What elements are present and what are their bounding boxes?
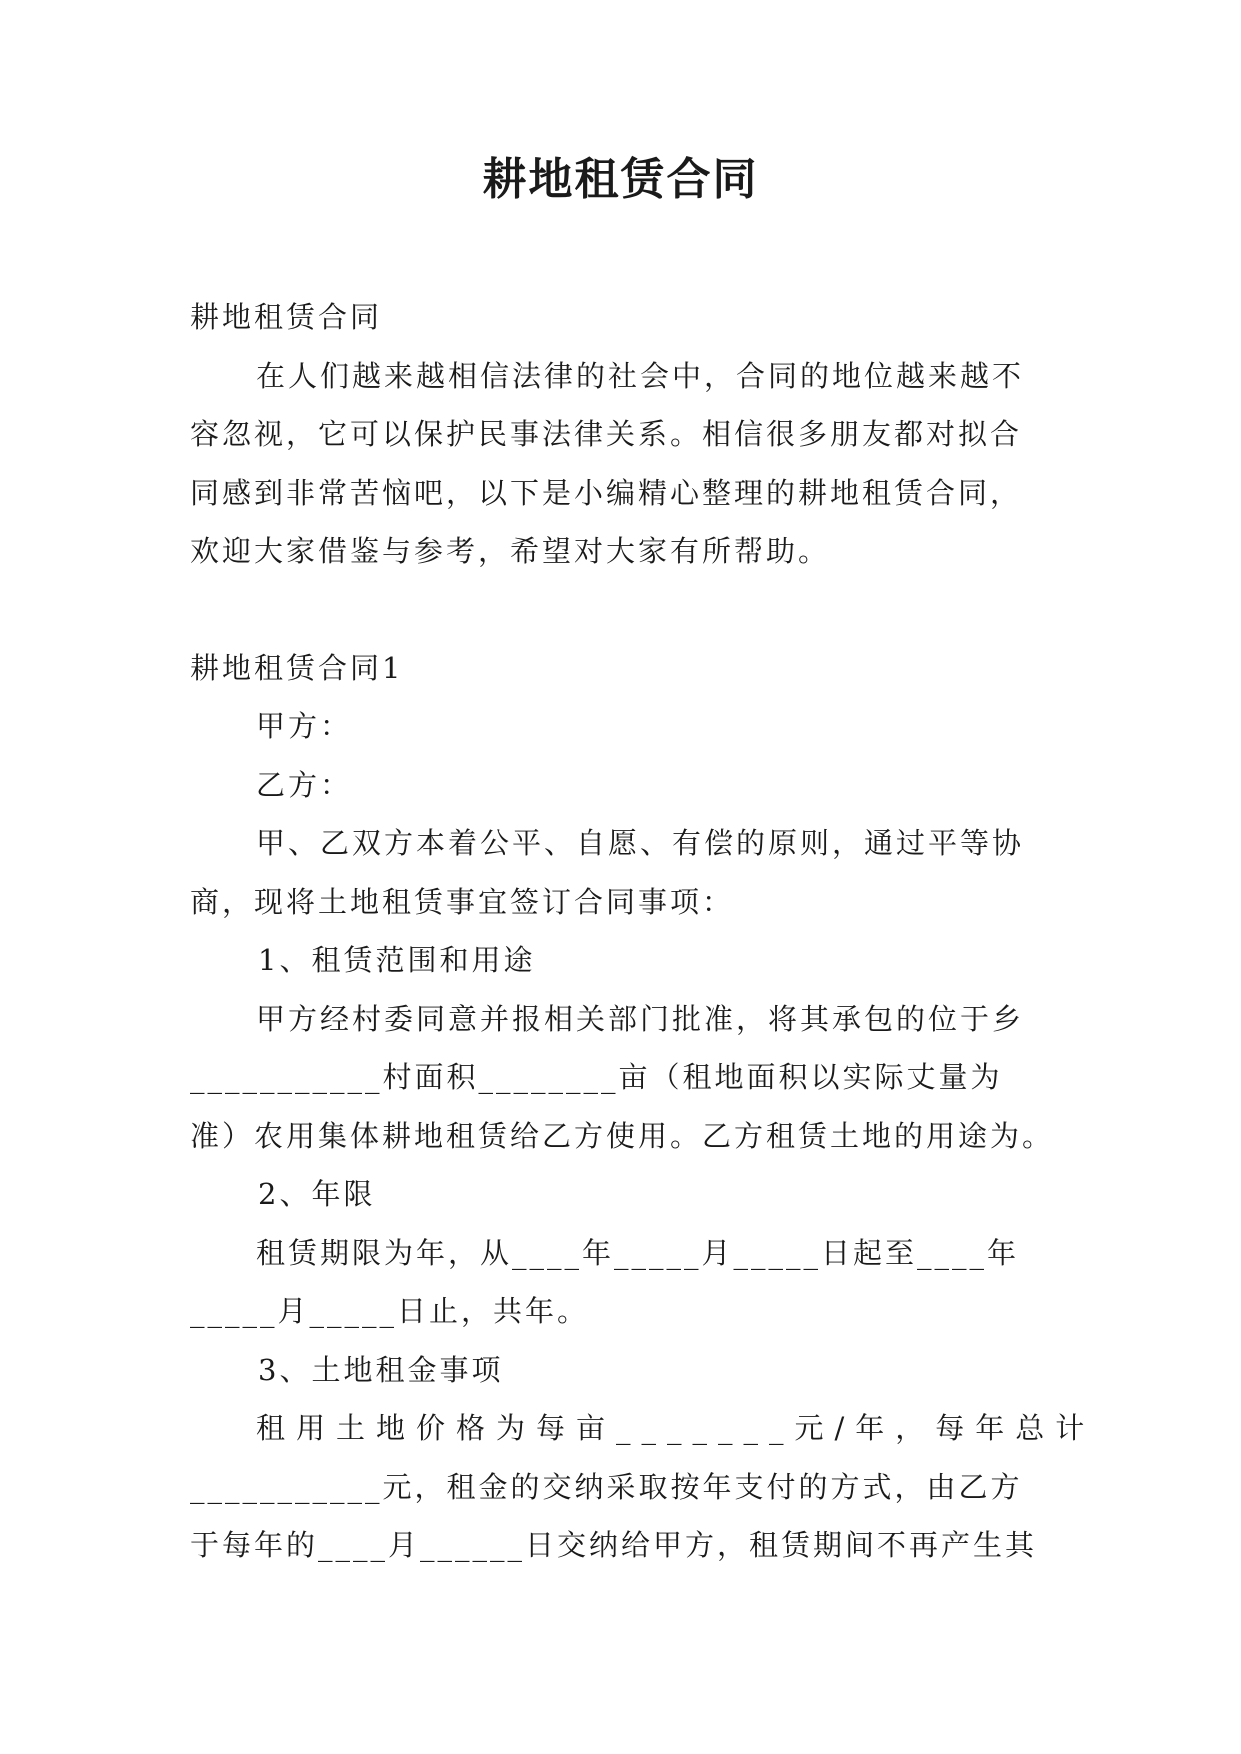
clause-2-heading: 2、年限 [258, 1177, 376, 1211]
intro-line: 在人们越来越相信法律的社会中，合同的地位越来越不 [256, 358, 1025, 393]
paragraph-gap [190, 581, 1060, 639]
clause-3-line: ___________元，租金的交纳采取按年支付的方式，由乙方 [190, 1469, 1023, 1504]
preamble-line: 商，现将土地租赁事宜签订合同事项： [190, 884, 735, 919]
clause-1-heading: 1、租赁范围和用途 [258, 943, 536, 977]
document-heading: 耕地租赁合同 [190, 300, 383, 334]
clause-3-heading: 3、土地租金事项 [258, 1352, 504, 1387]
clause-1-line: 准）农用集体耕地租赁给乙方使用。乙方租赁土地的用途为。 [190, 1118, 1055, 1153]
document-title: 耕地租赁合同 [482, 154, 759, 205]
section-title: 耕地租赁合同1 [190, 650, 404, 685]
intro-line: 欢迎大家借鉴与参考，希望对大家有所帮助。 [190, 534, 831, 568]
clause-1-line: 甲方经村委同意并报相关部门批准，将其承包的位于乡 [256, 1001, 1025, 1036]
clause-1-line: ___________村面积________亩（租地面积以实际丈量为 [190, 1060, 1003, 1094]
party-b-label: 乙方： [256, 767, 353, 802]
clause-2-line: 租赁期限为年，从____年_____月_____日起至____年 [256, 1235, 1020, 1270]
party-a-label: 甲方： [256, 709, 353, 743]
clause-3-line: 租用土地价格为每亩_______元/年，每年总计 [256, 1411, 1096, 1445]
preamble-line: 甲、乙双方本着公平、自愿、有偿的原则，通过平等协 [256, 826, 1025, 860]
clause-2-line: _____月_____日止，共年。 [190, 1294, 590, 1328]
intro-line: 同感到非常苦恼吧，以下是小编精心整理的耕地租赁合同， [190, 475, 1023, 510]
clause-3-line: 于每年的____月______日交纳给甲方，租赁期间不再产生其 [190, 1528, 1038, 1562]
intro-line: 容忽视，它可以保护民事法律关系。相信很多朋友都对拟合 [190, 417, 1023, 451]
document-body [190, 288, 1096, 1575]
